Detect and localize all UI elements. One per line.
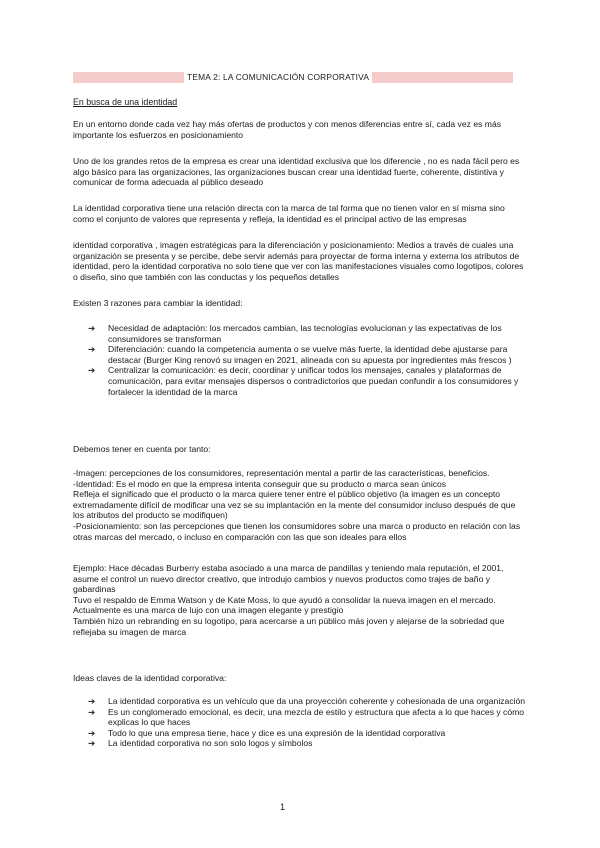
consideration-item: -Imagen: percepciones de los consumidores, representación mental a partir de las características, beneficios.: [73, 468, 490, 478]
list-item: [88, 728, 528, 739]
arrow-right-icon: ➔: [88, 727, 96, 738]
list-item: [88, 707, 528, 728]
arrow-right-icon: ➔: [88, 323, 96, 333]
paragraph: identidad corporativa , imagen estratégicas para la diferenciación y posicionamiento: Medios a través de cuales una organización se presenta y se percibe, debe servir además para proyectar de forma interna y externa los atributos de identidad, pero la identidad corporativa no solo tiene que ver con las manifestaciones visuales como logotipos, colores o diseño, sino que también con las conductas y los pequeños detalles: [73, 240, 524, 282]
arrow-right-icon: ➔: [88, 365, 96, 376]
list-item-text: Centralizar la comunicación: es decir, coordinar y unificar todos los mensajes, canales y plataformas de comunicación, para evitar mensajes dispersos o contradictorios que puedan confundir a los consumidores y fortalecer la identidad de la marca: [108, 365, 519, 397]
considerations-block: [73, 468, 528, 542]
consideration-item: -Identidad: Es el modo en que la empresa intenta conseguir que su producto o marca sean únicos: [73, 478, 447, 489]
list-item-text: Necesidad de adaptación: los mercados cambian, las tecnologías evolucionan y las expectativas de los consumidores se transforman: [108, 323, 502, 344]
list-item-text: La identidad corporativa es un vehículo que da una proyección coherente y cohesionada de una organización: [108, 696, 526, 706]
list-item-text: Es un conglomerado emocional, es decir, una mezcla de estilo y estructura que afecta a lo que haces y cómo explicas lo que haces: [108, 706, 525, 728]
reasons-list: [88, 323, 528, 397]
arrow-right-icon: ➔: [88, 696, 96, 706]
list-item-text: Todo lo que una empresa tiene, hace y dice es una expresión de la identidad corporativa: [108, 727, 446, 738]
arrow-right-icon: ➔: [88, 738, 96, 749]
consideration-item: -Posicionamiento: son las percepciones que tienen los consumidores sobre una marca o producto en relación con las otras marcas del mercado, o incluso en comparación con las que son ideales para ellos: [73, 520, 521, 542]
consideration-item: Refleja el significado que el producto o la marca quiere tener entre el público objetivo (la imagen es un concepto extremadamente difícil de modificar una vez se su implantación en la mente del consumidor incluso después de que los atributos del producto se modifiquen): [73, 489, 516, 521]
paragraph: Existen 3 razones para cambiar la identidad:: [73, 298, 243, 308]
list-item: [88, 323, 528, 344]
list-item: [88, 365, 528, 397]
list-item: [88, 696, 528, 707]
paragraph: En un entorno donde cada vez hay más ofertas de productos y con menos diferencias entre sí, cada vez es más importante los esfuerzos en posicionamiento: [73, 119, 502, 140]
arrow-right-icon: ➔: [88, 344, 96, 355]
example-block: [73, 563, 528, 637]
key-ideas-heading: Ideas claves de la identidad corporativa:: [73, 673, 227, 683]
paragraph: Uno de los grandes retos de la empresa es crear una identidad exclusiva que los diferencie , no es nada fácil pero es algo básico para las organizaciones, las organizaciones buscan crear una identidad fuerte, coherente, distintiva y comunicar de forma adecuada al público deseado: [73, 156, 520, 188]
section-heading: En busca de una identidad: [73, 97, 178, 107]
page-title: TEMA 2: LA COMUNICACIÓN CORPORATIVA: [184, 72, 372, 83]
page-number: 1: [280, 802, 286, 812]
considerations-heading: Debemos tener en cuenta por tanto:: [73, 444, 211, 454]
key-ideas-list: [88, 696, 528, 749]
arrow-right-icon: ➔: [88, 706, 96, 717]
list-item: [88, 344, 528, 365]
example-paragraph: Tuvo el respaldo de Emma Watson y de Kate Moss, lo que ayudó a consolidar la nueva imagen en el mercado. Actualmente es una marca de lujo con una imagen elegante y prestigio: [73, 594, 496, 616]
list-item-text: La identidad corporativa no son solo logos y símbolos: [108, 738, 313, 749]
paragraph: La identidad corporativa tiene una relación directa con la marca de tal forma que no tienen valor en sí misma sino como el conjunto de valores que representa y refleja, la identidad es el principal activo de las empresas: [73, 203, 505, 224]
example-paragraph: También hizo un rebranding en su logotipo, para acercarse a un público más joven y alejarse de la sobriedad que reflejaba su imagen de marca: [73, 615, 505, 637]
example-paragraph: Ejemplo: Hace décadas Burberry estaba asociado a una marca de pandillas y teniendo mala reputación, el 2001, asume el control un nuevo director creativo, que introdujo cambios y nuevos productos como trajes de baño y gabardinas: [73, 563, 504, 595]
list-item: [88, 738, 528, 749]
list-item-text: Diferenciación: cuando la competencia aumenta o se vuelve más fuerte, la identidad debe ajustarse para destacar (Burger King renovó su imagen en 2021, alineada con su apuesta por ingredientes más frescos ): [108, 344, 512, 365]
